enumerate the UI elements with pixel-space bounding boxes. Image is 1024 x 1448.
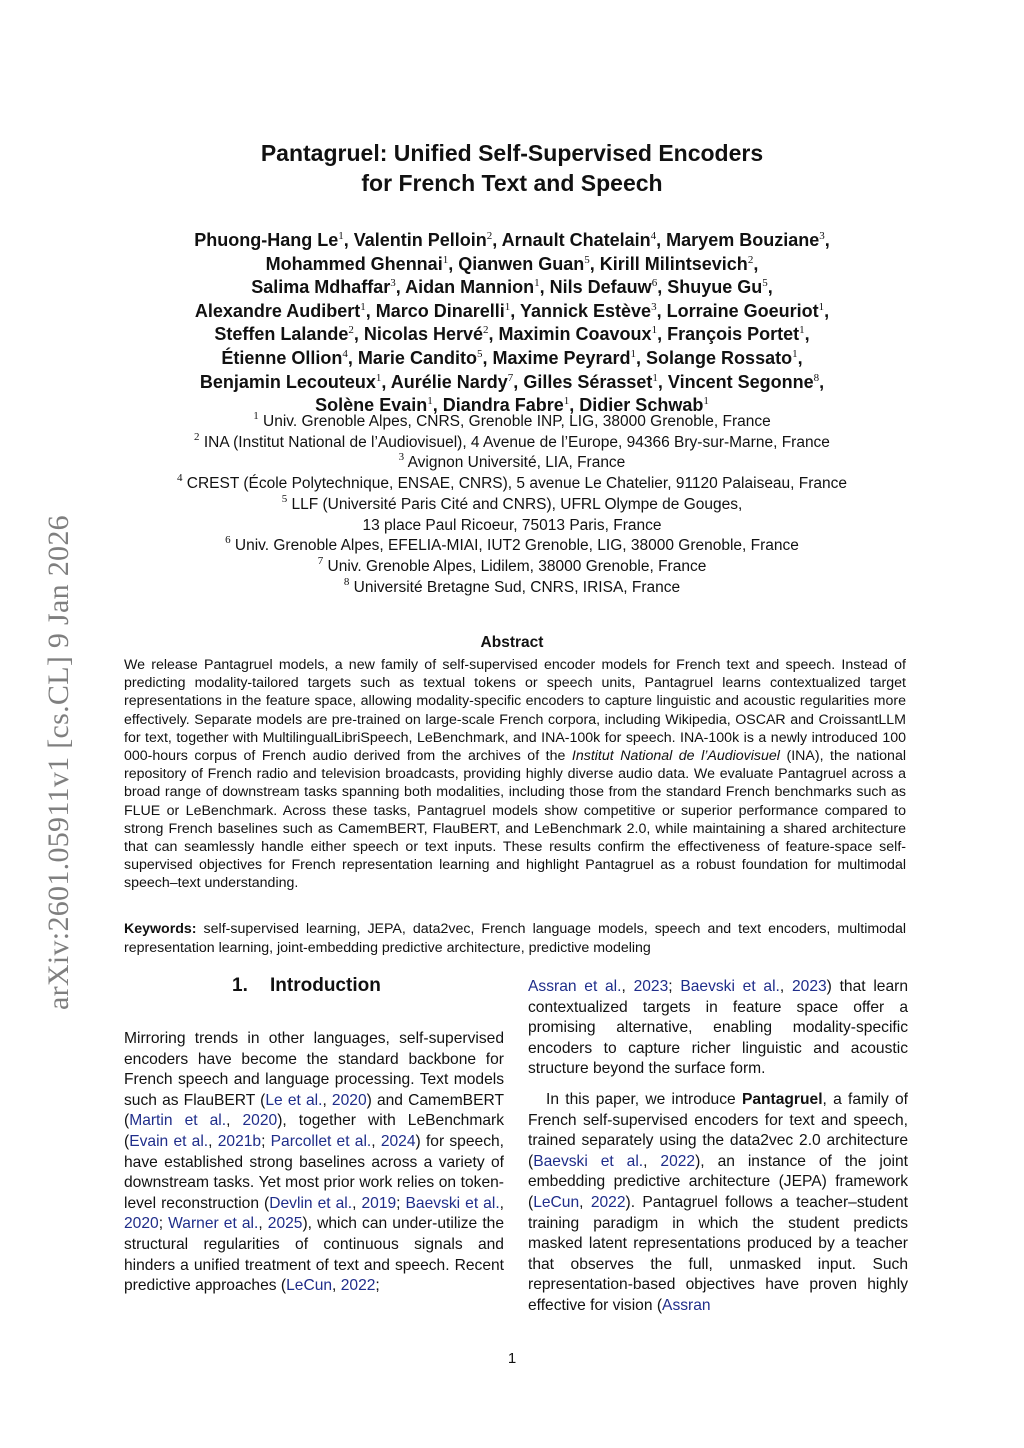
citation-link[interactable]: Warner et al. [168,1215,259,1233]
affiliation-text: Univ. Grenoble Alpes, EFELIA-MIAI, IUT2 Grenoble, LIG, 38000 Grenoble, France [234,537,799,555]
body-text: , [352,1194,362,1212]
body-text: , [621,978,634,995]
author-name: Alexandre Audibert [194,300,361,321]
affiliation-line [0,575,1024,599]
affiliation-line [0,516,1024,537]
author-name: Didier Schwab [579,395,704,416]
body-text: ; [261,1132,271,1150]
body-text: ) that learn contextualized targets in feature space offer a promising alternative, enabling modality-specific encoders to capture richer linguistic and acoustic structure beyond the surface form. [528,978,909,1078]
author-line: Alexandre Audibert$^1$, Marco Dinarelli$^1$, Yannick Estève$^3$, Lorraine Goeuriot$^1$, [194,300,830,321]
page-number: 1 [507,1350,517,1367]
author-line: Benjamin Lecouteux$^1$, Aurélie Nardy$^7$, Gilles Sérasset$^1$, Vincent Segonne$^8$, [199,371,825,392]
author-name: Gilles Sérasset [523,371,653,392]
left-column [124,1029,504,1297]
citation-link[interactable]: 2021b [217,1132,262,1150]
body-text: , [579,1193,591,1211]
citation-link[interactable]: 2022 [590,1193,626,1211]
author-name: Solange Rossato [646,347,793,368]
affiliation-marker: 1 [427,395,433,408]
section-title: Introduction [270,975,381,996]
author-name: Aidan Mannion [405,277,535,298]
affiliation-line [0,474,1024,495]
affiliation-marker: 1 [375,371,382,384]
author-name: Valentin Pelloin [353,230,487,250]
citation-link[interactable]: Assran et al. [528,978,622,995]
body-text: ) for speech, have established strong baselines across a variety of downstream tasks. Yet most prior work relies on token-level reconstruction ( [124,1132,504,1212]
affiliation-marker: 1 [703,395,709,408]
affiliation-marker: 2 [747,253,754,266]
affiliation-number: 3 [398,451,405,464]
bold-term: Pantagruel [741,1090,823,1108]
body-text: In this paper, we introduce [546,1090,742,1108]
affiliation-marker: 4 [650,230,657,242]
affiliation-line [0,412,1024,433]
author-name: Yannick Estève [519,300,652,321]
affiliation-marker: 1 [652,371,658,384]
affiliation-marker: 1 [630,347,637,360]
author-name: Étienne Ollion [221,347,343,368]
author-line: Solène Evain$^1$, Diandra Fabre$^1$, Didier Schwab$^1$ [315,395,709,416]
citation-link[interactable]: Baevski et al. [533,1152,644,1170]
body-text: ), which can under-utilize the structural regularities of continuous signals and hinders a unified treatment of text and speech. Recent predictive approaches ( [124,1215,505,1295]
body-text: , [371,1132,381,1150]
affiliation-line [0,430,1024,454]
author-line: Phuong-Hang Le$^1$, Valentin Pelloin$^2$, Arnault Chatelain$^4$, Maryem Bouziane$^3$, [194,230,830,250]
author-name: Nils Defauw [549,277,652,298]
affiliation-marker: 5 [762,277,768,290]
intro-paragraph-1 [124,1029,504,1297]
affiliation-number: 7 [317,554,324,567]
citation-link[interactable]: Evain et al. [129,1132,209,1150]
author-name: Phuong-Hang Le [194,230,339,250]
author-name: Salima Mdhaffar [251,277,391,298]
abstract-heading: Abstract [480,634,544,651]
affiliation-marker: 1 [563,395,570,408]
abstract-text-part-2: (INA), the national repository of French radio and television broadcasts, providing highly diverse audio data. We evaluate Pantagruel across a broad range of downstream tasks spanning both modalities, including those from the standard French benchmarks such as FLUE or LeBenchmark. Across these tasks, Pantagruel models show competitive or superior performance compared to strong French baselines such as CamemBERT, FlauBERT, and LeBenchmark 2.0, while maintaining a shared architecture that can seamlessly handle either speech or text inputs. These results confirm the effectiveness of feature-space self-supervised objectives for French representation learning and highlight Pantagruel as a robust foundation for multimodal speech–text understanding. [124,748,906,892]
body-text: , [643,1152,661,1170]
author-line: Mohammed Ghennai$^1$, Qianwen Guan$^5$, Kirill Milintsevich$^2$, [265,253,759,274]
citation-link[interactable]: Le et al. [265,1091,323,1109]
author-name: Steffen Lalande [214,324,349,345]
affiliation-marker: 5 [584,253,590,266]
body-text: , [499,1194,504,1212]
abstract-italic-institution: Institut National de l’Audiovisuel [571,748,780,765]
author-name: Kirill Milintsevich [599,253,748,274]
author-name: Benjamin Lecouteux [199,371,376,392]
affiliation-number: 8 [343,575,350,588]
affiliation-marker: 7 [507,371,514,384]
keywords-text: self-supervised learning, JEPA, data2vec, French language models, speech and text encoders, multimodal representation learning, joint-embedding predictive architecture, predictive modeling [124,921,906,956]
affiliation-text: Université Bretagne Sud, CNRS, IRISA, France [353,578,681,596]
body-text: , [332,1277,341,1295]
citation-link[interactable]: Parcollet et al. [270,1132,372,1150]
keywords-block [124,920,906,958]
citation-link[interactable]: Assran [662,1296,711,1314]
author-name: Maximin Coavoux [498,324,652,345]
section-heading-introduction [124,975,504,997]
intro-paragraph-2 [528,1090,908,1317]
affiliation-marker: 3 [390,277,396,290]
author-name: Marco Dinarelli [375,300,505,321]
citation-link[interactable]: 2020 [242,1112,278,1130]
paper-title [0,138,1024,198]
body-text: ; [158,1215,169,1233]
affiliation-marker: 8 [813,371,820,384]
affiliation-marker: 2 [486,230,493,242]
keywords-label: Keywords: [124,921,197,937]
author-name: Marie Candito [357,347,477,368]
body-text: Mirroring trends in other languages, self-supervised encoders have become the standard backbone for French speech and language processing. Text models such as FlauBERT ( [124,1030,504,1109]
affiliation-text: 13 place Paul Ricoeur, 75013 Paris, France [362,516,662,534]
body-text: , [226,1112,243,1130]
abstract-text-part-1: We release Pantagruel models, a new family of self-supervised encoder models for French text and speech. Instead of predicting modality-tailored targets such as textual tokens or speech units, Pantagruel learns contextualized target representations in the feature space, allowing modality-specific encoders to capture linguistic and acoustic regularities more effectively. Separate models are pre-trained on large-scale French corpora, including Wikipedia, OSCAR and CroissantLLM for text, together with MultilingualLibriSpeech, LeBenchmark, and INA-100k for speech. INA-100k is a newly introduced 100 000-hours corpus of French audio derived from the archives of the [124,657,906,765]
affiliation-marker: 1 [504,300,511,313]
affiliation-marker: 1 [792,347,798,360]
citation-link[interactable]: 2022 [660,1152,696,1170]
body-text: ; [375,1277,380,1295]
affiliation-marker: 1 [442,253,449,266]
affiliation-marker: 3 [651,300,657,313]
affiliation-line [0,492,1024,516]
affiliation-marker: 1 [338,230,344,242]
author-name: Arnault Chatelain [501,230,651,250]
citation-link[interactable]: 2024 [380,1132,416,1150]
affiliation-number: 2 [194,430,200,443]
intro-paragraph-1-continued [528,977,908,1080]
body-text: ; [396,1194,406,1212]
citation-link[interactable]: 2019 [361,1194,397,1212]
author-list [0,229,1024,418]
body-text: , a family of French self-supervised encoders for text and speech, trained separately using the data2vec 2.0 architecture ( [528,1090,908,1170]
affiliation-line [0,536,1024,557]
author-name: Qianwen Guan [458,253,585,274]
affiliation-text: LLF (Université Paris Cité and CNRS), UFRL Olympe de Gouges, [291,495,743,513]
body-text: ). Pantagruel follows a teacher–student training paradigm in which the student predicts masked latent representations produced by a teacher that observes the full, unmasked input. Such representation-based objectives have proven highly effective for vision ( [528,1193,908,1314]
affiliation-number: 1 [253,410,259,422]
body-text: , [779,978,792,995]
citation-link[interactable]: Baevski et al. [680,978,780,995]
affiliation-text: CREST (École Polytechnique, ENSAE, CNRS), 5 avenue Le Chatelier, 91120 Palaiseau, France [186,475,848,493]
affiliation-list [0,412,1024,598]
author-name: François Portet [667,324,800,345]
body-text: , [322,1091,332,1109]
right-column [528,977,908,1317]
affiliation-marker: 1 [360,300,366,313]
affiliation-marker: 6 [651,277,658,290]
affiliation-text: Univ. Grenoble Alpes, Lidilem, 38000 Grenoble, France [327,557,707,575]
body-text: , [208,1132,218,1150]
affiliation-line [0,554,1024,578]
affiliation-number: 5 [281,492,288,505]
affiliation-number: 6 [225,534,231,547]
citation-link[interactable]: 2023 [791,978,827,995]
author-name: Nicolas Hervé [363,324,483,345]
affiliation-text: INA (Institut National de l’Audiovisuel), 4 Avenue de l’Europe, 94366 Bry-sur-Marne, France [203,433,830,451]
citation-link[interactable]: 2020 [124,1215,159,1233]
affiliation-number: 4 [176,472,183,485]
affiliation-marker: 3 [819,230,825,242]
citation-link[interactable]: 2022 [340,1277,376,1295]
body-text: ) and CamemBERT ( [124,1091,504,1130]
author-name: Mohammed Ghennai [265,253,443,274]
body-text: ), together with LeBenchmark ( [124,1112,505,1150]
citation-link[interactable]: LeCun [533,1193,580,1211]
author-line: Étienne Ollion$^4$, Marie Candito$^5$, Maxime Peyrard$^1$, Solange Rossato$^1$, [221,347,803,368]
citation-link[interactable]: Martin et al. [129,1112,227,1130]
citation-link[interactable]: 2023 [633,978,669,995]
affiliation-marker: 1 [799,324,805,337]
citation-link[interactable]: 2020 [331,1091,367,1109]
citation-link[interactable]: Baevski et al. [405,1194,500,1212]
affiliation-text: Avignon Université, LIA, France [407,454,626,472]
body-text: ), an instance of the joint embedding predictive architecture (JEPA) framework ( [528,1152,908,1211]
affiliation-marker: 4 [342,347,348,360]
author-name: Vincent Segonne [667,371,814,392]
body-text: ; [668,978,681,995]
affiliation-text: Univ. Grenoble Alpes, CNRS, Grenoble INP, LIG, 38000 Grenoble, France [263,413,771,430]
abstract-body [124,656,906,893]
title-line-2: for French Text and Speech [361,170,663,196]
author-name: Shuyue Gu [667,277,763,298]
citation-link[interactable]: LeCun [286,1277,333,1295]
affiliation-line [0,453,1024,474]
author-name: Aurélie Nardy [390,371,508,392]
citation-link[interactable]: Devlin et al. [269,1194,353,1212]
author-name: Maryem Bouziane [666,230,820,250]
affiliation-marker: 2 [348,324,354,337]
author-name: Solène Evain [315,395,428,416]
title-line-1: Pantagruel: Unified Self-Supervised Encoders [260,140,764,166]
body-text: , [258,1215,268,1233]
author-line: Steffen Lalande$^2$, Nicolas Hervé$^2$, Maximin Coavoux$^1$, François Portet$^1$, [214,324,810,345]
arxiv-identifier-stamp[interactable]: arXiv:2601.05911v1 [cs.CL] 9 Jan 2026 [42,515,75,1010]
author-name: Lorraine Goeuriot [666,300,819,321]
affiliation-marker: 1 [534,277,540,290]
affiliation-marker: 2 [483,324,489,337]
affiliation-marker: 1 [651,324,658,337]
author-line: Salima Mdhaffar$^3$, Aidan Mannion$^1$, Nils Defauw$^6$, Shuyue Gu$^5$, [251,277,773,298]
affiliation-marker: 5 [476,347,483,360]
author-name: Maxime Peyrard [492,347,631,368]
citation-link[interactable]: 2025 [267,1215,303,1233]
section-number: 1. [232,975,248,996]
affiliation-marker: 1 [818,300,825,313]
author-name: Diandra Fabre [442,395,564,416]
